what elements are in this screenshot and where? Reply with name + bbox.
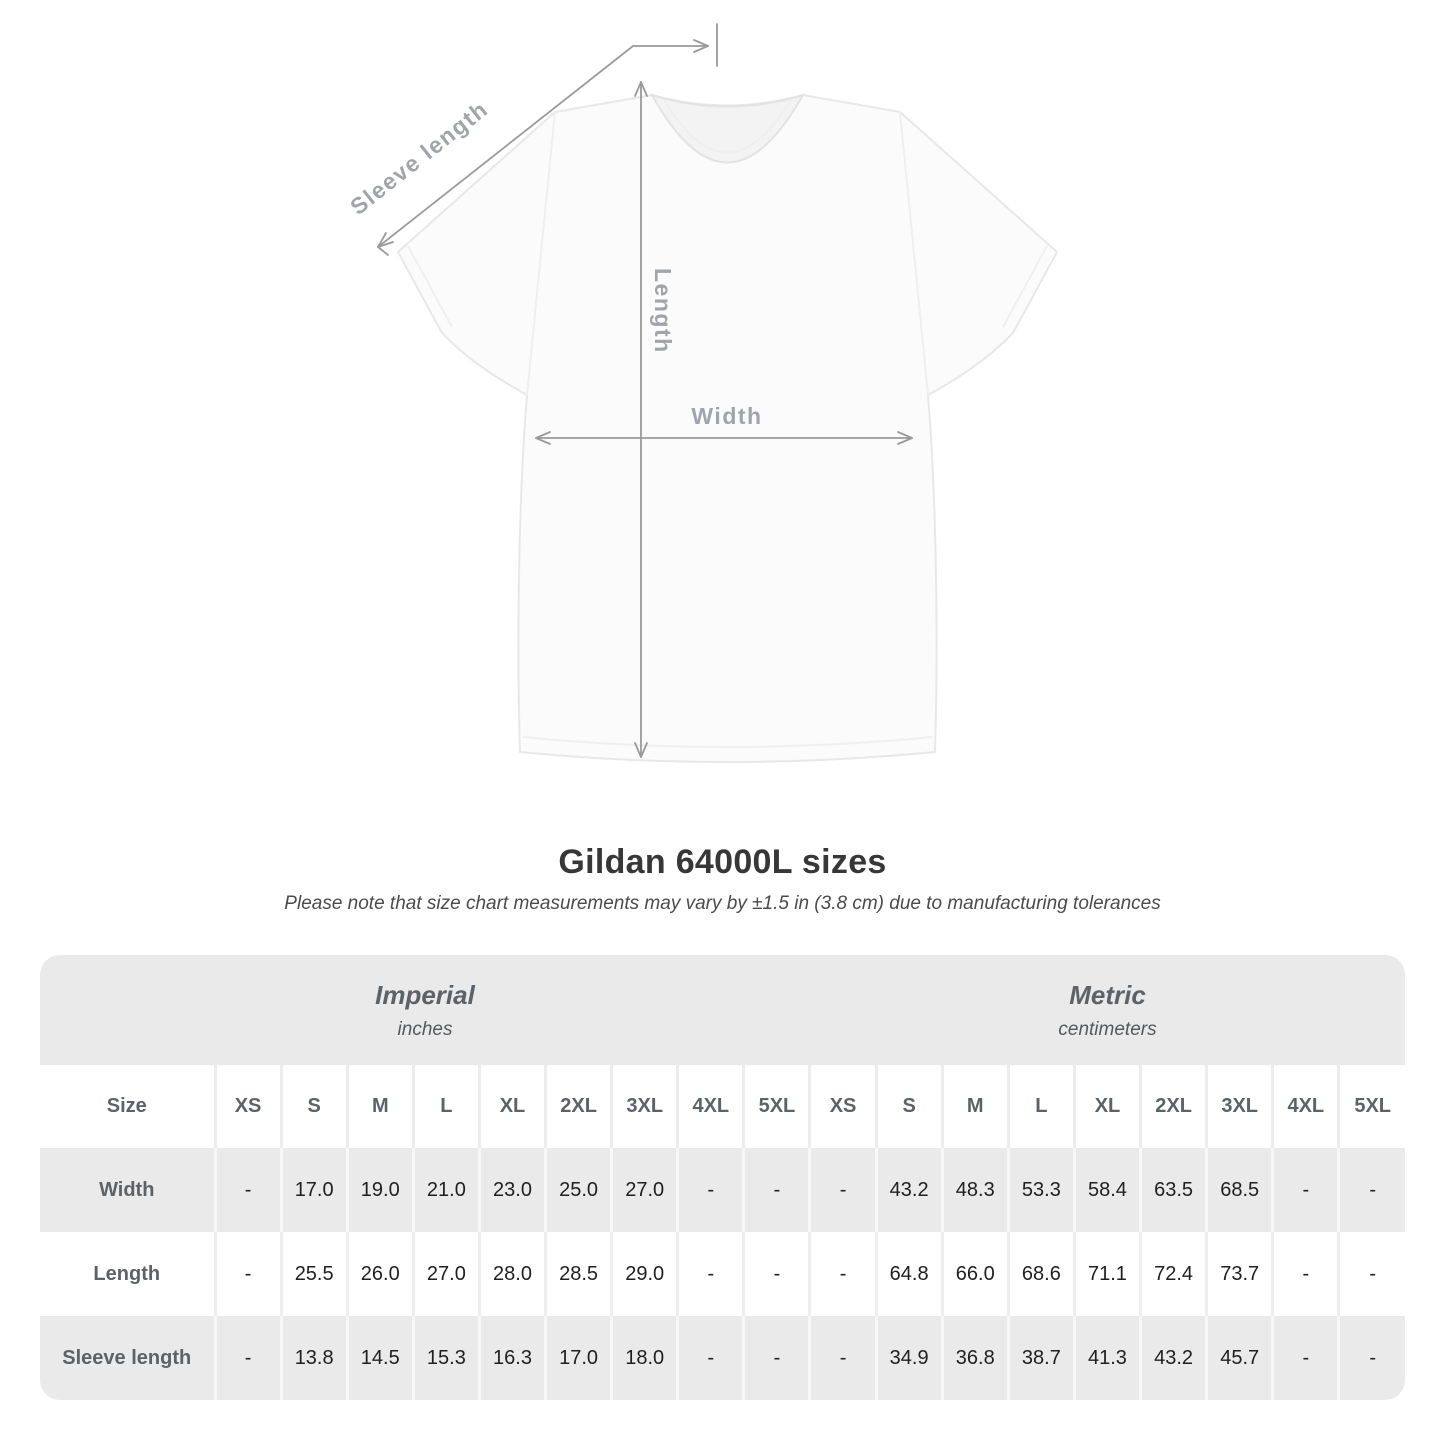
value-cell: 27.0 — [413, 1232, 479, 1316]
value-cell: 16.3 — [479, 1316, 545, 1400]
size-header-cell: S — [876, 1065, 942, 1148]
value-cell: - — [678, 1148, 744, 1232]
value-cell: 72.4 — [1141, 1232, 1207, 1316]
size-header-cell: 4XL — [1273, 1065, 1339, 1148]
row-label: Length — [40, 1232, 215, 1316]
size-header-cell: 5XL — [1339, 1065, 1405, 1148]
value-cell: 53.3 — [1008, 1148, 1074, 1232]
imperial-unit: inches — [397, 1018, 453, 1040]
table-row-width — [40, 1148, 1405, 1232]
value-cell: 66.0 — [942, 1232, 1008, 1316]
value-cell: - — [1339, 1148, 1405, 1232]
size-header-cell: XS — [215, 1065, 281, 1148]
value-cell: - — [1273, 1232, 1339, 1316]
value-cell: - — [744, 1148, 810, 1232]
metric-unit: centimeters — [1058, 1018, 1157, 1040]
value-cell: 34.9 — [876, 1316, 942, 1400]
value-cell: - — [1339, 1316, 1405, 1400]
value-cell: - — [215, 1148, 281, 1232]
value-cell: - — [744, 1232, 810, 1316]
value-cell: - — [1339, 1232, 1405, 1316]
value-cell: 13.8 — [281, 1316, 347, 1400]
value-cell: - — [1273, 1316, 1339, 1400]
value-cell: - — [810, 1232, 876, 1316]
metric-label: Metric — [1069, 979, 1146, 1010]
sleeve-length-label: Sleeve length — [345, 95, 493, 220]
value-cell: 21.0 — [413, 1148, 479, 1232]
tolerance-note: Please note that size chart measurements may vary by ±1.5 in (3.8 cm) due to manufacturing tolerances — [284, 893, 1161, 914]
value-cell: - — [678, 1232, 744, 1316]
value-cell: 43.2 — [1141, 1316, 1207, 1400]
value-cell: 25.5 — [281, 1232, 347, 1316]
value-cell: - — [1273, 1148, 1339, 1232]
value-cell: 36.8 — [942, 1316, 1008, 1400]
value-cell: 15.3 — [413, 1316, 479, 1400]
value-cell: 23.0 — [479, 1148, 545, 1232]
table-row-sleeve-length — [40, 1316, 1405, 1400]
value-cell: - — [810, 1316, 876, 1400]
size-header-cell: 3XL — [1207, 1065, 1273, 1148]
value-cell: 14.5 — [347, 1316, 413, 1400]
size-header-cell: 4XL — [678, 1065, 744, 1148]
size-corner-label: Size — [40, 1065, 215, 1148]
value-cell: - — [810, 1148, 876, 1232]
value-cell: 27.0 — [612, 1148, 678, 1232]
value-cell: 45.7 — [1207, 1316, 1273, 1400]
value-cell: 29.0 — [612, 1232, 678, 1316]
imperial-header — [40, 955, 810, 1065]
value-cell: 68.6 — [1008, 1232, 1074, 1316]
size-header-cell: 3XL — [612, 1065, 678, 1148]
value-cell: 73.7 — [1207, 1232, 1273, 1316]
size-header-cell: XS — [810, 1065, 876, 1148]
page-title: Gildan 64000L sizes — [558, 843, 887, 881]
value-cell: - — [215, 1316, 281, 1400]
value-cell: 64.8 — [876, 1232, 942, 1316]
value-cell: 26.0 — [347, 1232, 413, 1316]
size-header-cell: XL — [479, 1065, 545, 1148]
size-header-cell: S — [281, 1065, 347, 1148]
value-cell: 43.2 — [876, 1148, 942, 1232]
width-label: Width — [691, 403, 763, 429]
size-chart — [40, 955, 1405, 1400]
table-row-length — [40, 1232, 1405, 1316]
size-header-cell: 2XL — [546, 1065, 612, 1148]
value-cell: 19.0 — [347, 1148, 413, 1232]
value-cell: 28.0 — [479, 1232, 545, 1316]
value-cell: 41.3 — [1074, 1316, 1140, 1400]
row-label: Width — [40, 1148, 215, 1232]
size-header-cell: L — [413, 1065, 479, 1148]
length-label: Length — [650, 268, 676, 354]
imperial-label: Imperial — [375, 979, 475, 1010]
value-cell: 17.0 — [546, 1316, 612, 1400]
size-header-row — [40, 1065, 1405, 1148]
size-chart-table — [40, 955, 1405, 1400]
size-header-cell: M — [347, 1065, 413, 1148]
value-cell: 68.5 — [1207, 1148, 1273, 1232]
value-cell: 38.7 — [1008, 1316, 1074, 1400]
size-header-cell: 2XL — [1141, 1065, 1207, 1148]
size-header-cell: L — [1008, 1065, 1074, 1148]
value-cell: 71.1 — [1074, 1232, 1140, 1316]
value-cell: 25.0 — [546, 1148, 612, 1232]
value-cell: - — [215, 1232, 281, 1316]
size-header-cell: XL — [1074, 1065, 1140, 1148]
value-cell: - — [678, 1316, 744, 1400]
value-cell: 48.3 — [942, 1148, 1008, 1232]
metric-header — [810, 955, 1405, 1065]
value-cell: 18.0 — [612, 1316, 678, 1400]
heading-block — [0, 843, 1445, 915]
unit-header-row — [40, 955, 1405, 1065]
value-cell: 17.0 — [281, 1148, 347, 1232]
value-cell: 63.5 — [1141, 1148, 1207, 1232]
size-header-cell: 5XL — [744, 1065, 810, 1148]
row-label: Sleeve length — [40, 1316, 215, 1400]
size-header-cell: M — [942, 1065, 1008, 1148]
value-cell: - — [744, 1316, 810, 1400]
value-cell: 58.4 — [1074, 1148, 1140, 1232]
value-cell: 28.5 — [546, 1232, 612, 1316]
